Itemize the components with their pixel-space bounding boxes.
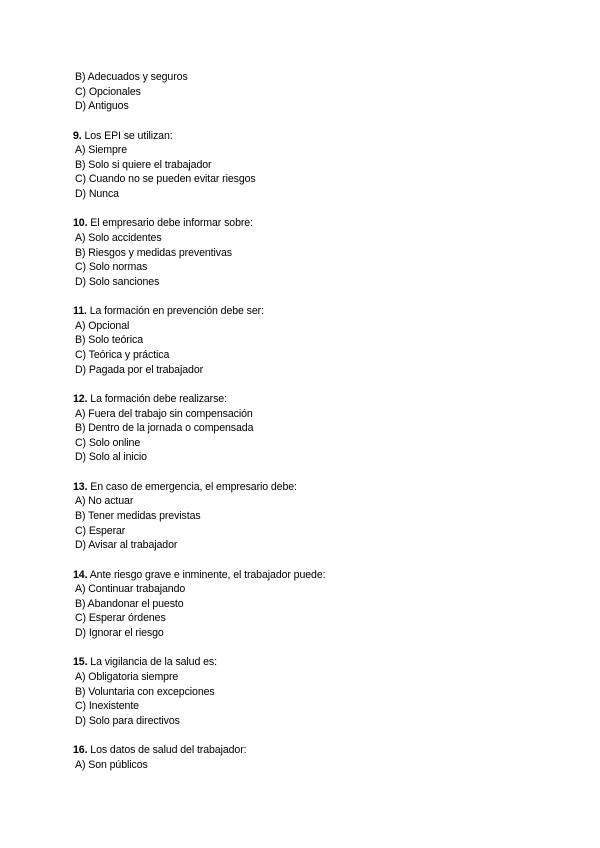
question-15 bbox=[73, 655, 573, 728]
option-line: B) Adecuados y seguros bbox=[75, 71, 188, 83]
question-text: Ante riesgo grave e inminente, el trabajador puede: bbox=[89, 568, 326, 581]
option-line: C) Esperar bbox=[75, 524, 126, 537]
question-text: La formación debe realizarse: bbox=[90, 392, 227, 405]
option-line: A) Son públicos bbox=[75, 758, 148, 771]
question-line bbox=[73, 129, 573, 144]
continuation-options bbox=[73, 70, 573, 114]
option-line: C) Opcionales bbox=[75, 85, 141, 98]
question-number: 9. bbox=[73, 129, 82, 142]
option-line: C) Inexistente bbox=[75, 700, 139, 713]
option-line: B) Dentro de la jornada o compensada bbox=[75, 422, 254, 435]
option-line: B) Solo teórica bbox=[75, 334, 143, 347]
option-line: D) Pagada por el trabajador bbox=[75, 363, 204, 376]
option-line: C) Teórica y práctica bbox=[75, 349, 170, 362]
question-number: 13. bbox=[73, 480, 88, 493]
option-line: B) Solo si quiere el trabajador bbox=[75, 158, 212, 171]
question-text: Los EPI se utilizan: bbox=[84, 129, 173, 142]
option-line: D) Avisar al trabajador bbox=[75, 539, 178, 552]
option-line: D) Antiguos bbox=[75, 100, 129, 113]
question-11 bbox=[73, 304, 573, 377]
option-line: C) Cuando no se pueden evitar riesgos bbox=[75, 173, 256, 186]
question-line bbox=[73, 216, 573, 231]
option-line: A) Siempre bbox=[75, 144, 127, 157]
option-line: D) Ignorar el riesgo bbox=[75, 627, 164, 640]
question-number: 15. bbox=[73, 656, 88, 669]
option-line: D) Solo al inicio bbox=[75, 451, 147, 464]
question-line bbox=[73, 392, 573, 407]
question-text: En caso de emergencia, el empresario debe: bbox=[90, 480, 297, 493]
option-line: D) Solo para directivos bbox=[75, 714, 180, 727]
question-line bbox=[73, 568, 573, 583]
question-line bbox=[73, 304, 573, 319]
option-line: A) Continuar trabajando bbox=[75, 583, 186, 596]
question-line bbox=[73, 480, 573, 495]
question-number: 16. bbox=[73, 744, 88, 757]
option-line: A) No actuar bbox=[75, 495, 134, 508]
option-line: B) Riesgos y medidas preventivas bbox=[75, 246, 232, 259]
option-line: A) Opcional bbox=[75, 319, 130, 332]
question-number: 11. bbox=[73, 305, 87, 318]
question-text: El empresario debe informar sobre: bbox=[90, 217, 253, 230]
question-text: La vigilancia de la salud es: bbox=[90, 656, 217, 669]
question-text: Los datos de salud del trabajador: bbox=[90, 744, 247, 757]
question-16 bbox=[73, 743, 573, 772]
option-line: A) Fuera del trabajo sin compensación bbox=[75, 407, 253, 420]
document-page bbox=[73, 70, 573, 772]
question-line bbox=[73, 655, 573, 670]
option-line: B) Voluntaria con excepciones bbox=[75, 685, 215, 698]
question-number: 14. bbox=[73, 568, 88, 581]
option-line: A) Solo accidentes bbox=[75, 231, 162, 244]
question-10 bbox=[73, 216, 573, 289]
option-line: C) Solo online bbox=[75, 436, 141, 449]
question-12 bbox=[73, 392, 573, 465]
question-number: 12. bbox=[73, 392, 88, 405]
question-14 bbox=[73, 568, 573, 641]
option-line: C) Solo normas bbox=[75, 261, 148, 274]
option-line: B) Tener medidas previstas bbox=[75, 509, 201, 522]
option-line: D) Nunca bbox=[75, 188, 119, 201]
question-9 bbox=[73, 129, 573, 202]
option-line: B) Abandonar el puesto bbox=[75, 597, 184, 610]
question-number: 10. bbox=[73, 217, 88, 230]
option-line: C) Esperar órdenes bbox=[75, 612, 166, 625]
option-line: D) Solo sanciones bbox=[75, 275, 160, 288]
option-line: A) Obligatoria siempre bbox=[75, 670, 179, 683]
question-13 bbox=[73, 480, 573, 553]
question-line bbox=[73, 743, 573, 758]
question-text: La formación en prevención debe ser: bbox=[89, 305, 264, 318]
